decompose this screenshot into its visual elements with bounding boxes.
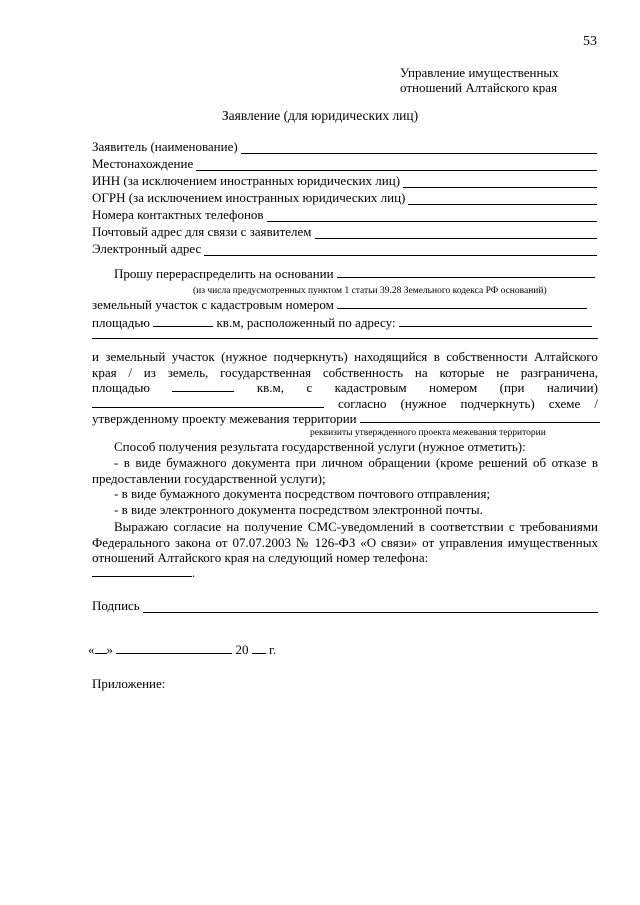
- text-word: земельный: [105, 349, 166, 364]
- text-word: находящийся: [354, 349, 428, 364]
- address-fill-line[interactable]: [399, 315, 592, 327]
- date-bracket: »: [106, 642, 113, 657]
- survey-project-fill-line[interactable]: [360, 411, 600, 423]
- text-word: кв.м,: [256, 380, 285, 395]
- text-word: наличии): [546, 380, 598, 395]
- fill-line[interactable]: [196, 158, 597, 171]
- field-label: Почтовый адрес для связи с заявителем: [92, 224, 312, 239]
- cadastral-fill-line[interactable]: [337, 297, 587, 309]
- text-word: которые: [439, 365, 485, 380]
- text-word: с: [306, 380, 313, 395]
- text-word: края: [92, 365, 117, 380]
- fill-line[interactable]: [408, 192, 597, 205]
- area-fill-line[interactable]: [153, 315, 213, 327]
- field-postal-address[interactable]: [92, 222, 597, 239]
- address-continuation-line[interactable]: [92, 338, 598, 339]
- survey-project-label: утвержденному проекту межевания территории: [92, 411, 357, 426]
- delivery-option-email[interactable]: - в виде электронного документа посредством электронной почты.: [114, 502, 483, 517]
- phone-fill-line[interactable]: [92, 565, 192, 577]
- text-word: не: [496, 365, 509, 380]
- request-basis-row: [114, 266, 595, 281]
- field-ogrn[interactable]: [92, 188, 597, 205]
- delivery-heading: Способ получения результата государственной услуги (нужное отметить):: [114, 439, 526, 454]
- text-word: /: [128, 365, 132, 380]
- second-area-fill-line[interactable]: [172, 380, 234, 392]
- field-label: Электронный адрес: [92, 241, 202, 256]
- field-label: Заявитель (наименование): [92, 139, 238, 154]
- field-label: Номера контактных телефонов: [92, 207, 264, 222]
- delivery-option-post[interactable]: - в виде бумажного документа посредством почтового отправления;: [114, 486, 491, 501]
- text-word: в: [433, 349, 440, 364]
- area-label: площадью: [92, 315, 150, 330]
- field-label: ОГРН (за исключением иностранных юридических лиц): [92, 190, 406, 205]
- text-word: на: [414, 365, 428, 380]
- text-word: и: [92, 349, 99, 364]
- cadastral-row: [92, 297, 587, 312]
- addressee-block: [400, 65, 559, 95]
- second-plot-line-3: [92, 380, 598, 395]
- second-plot-line-2: [92, 365, 598, 380]
- date-bracket: «: [88, 642, 95, 657]
- text-word: участок: [171, 349, 215, 364]
- month-fill-line[interactable]: [116, 642, 232, 654]
- phone-end: .: [192, 565, 196, 580]
- text-word: (нужное: [221, 349, 268, 364]
- text-word: согласно: [338, 396, 387, 411]
- text-word: земель,: [167, 365, 209, 380]
- fill-line[interactable]: [267, 209, 597, 222]
- field-inn[interactable]: [92, 171, 597, 188]
- basis-note: (из числа предусмотренных пунктом 1 статьи 39.28 Земельного кодекса РФ оснований): [193, 286, 547, 296]
- field-phones[interactable]: [92, 205, 597, 222]
- year-suffix: г.: [269, 642, 277, 657]
- cadastral-label: земельный участок с кадастровым номером: [92, 297, 334, 312]
- signature-label: Подпись: [92, 598, 140, 613]
- second-plot-line-1: [92, 349, 598, 364]
- text-word: номером: [429, 380, 478, 395]
- text-word: подчеркнуть): [273, 349, 348, 364]
- attachment-label: Приложение:: [92, 676, 166, 691]
- area-row: [92, 315, 592, 330]
- text-word: кадастровым: [334, 380, 407, 395]
- page-number: 53: [583, 34, 597, 49]
- year-fill-line[interactable]: [252, 642, 266, 654]
- area-rest-label: кв.м, расположенный по адресу:: [216, 315, 396, 330]
- field-label: ИНН (за исключением иностранных юридических лиц): [92, 173, 401, 188]
- fill-line[interactable]: [204, 243, 597, 256]
- field-email[interactable]: [92, 239, 597, 256]
- text-word: разграничена,: [520, 365, 598, 380]
- text-word: подчеркнуть): [460, 396, 535, 411]
- text-word: (при: [499, 380, 525, 395]
- document-title: Заявление (для юридических лиц): [221, 108, 419, 123]
- text-word: собственности: [446, 349, 528, 364]
- text-word: собственность: [322, 365, 404, 380]
- addressee-line-2: отношений Алтайского края: [400, 80, 558, 95]
- basis-fill-line[interactable]: [337, 266, 595, 278]
- fill-line[interactable]: [403, 175, 597, 188]
- second-cadastral-fill-line[interactable]: [92, 396, 324, 408]
- delivery-option-in-person[interactable]: - в виде бумажного документа при личном обращении (кроме решений об отказе в предоставлении государственной услуги);: [92, 455, 598, 486]
- text-word: (нужное: [400, 396, 447, 411]
- year-prefix: 20: [235, 642, 249, 657]
- day-fill-line[interactable]: [95, 642, 107, 654]
- date-row: [88, 642, 276, 657]
- text-word: из: [143, 365, 156, 380]
- request-lead: Прошу перераспределить на основании: [114, 266, 334, 281]
- fill-line[interactable]: [241, 141, 597, 154]
- field-label: Местонахождение: [92, 156, 194, 171]
- requisites-note: реквизиты утвержденного проекта межевания территории: [310, 428, 546, 438]
- addressee-line-1: Управление имущественных: [400, 65, 559, 80]
- text-word: государственная: [220, 365, 312, 380]
- sms-consent-paragraph: Выражаю согласие на получение СМС-уведомлений в соответствии с требованиями Федерального закона от 07.07.2003 № 126-ФЗ «О связи» от управления имущественных отношений Алтайского края на следующий номер телефона:: [92, 519, 598, 565]
- signature-fill-line[interactable]: [143, 600, 598, 613]
- text-word: /: [594, 396, 598, 411]
- field-applicant-name[interactable]: [92, 137, 597, 154]
- signature-field[interactable]: [92, 596, 598, 613]
- text-word: Алтайского: [534, 349, 598, 364]
- text-word: площадью: [92, 380, 150, 395]
- text-word: схеме: [548, 396, 581, 411]
- fill-line[interactable]: [315, 226, 597, 239]
- second-plot-line-4: [92, 396, 598, 411]
- field-location[interactable]: [92, 154, 597, 171]
- survey-project-row: [92, 411, 600, 426]
- phone-row: [92, 565, 195, 580]
